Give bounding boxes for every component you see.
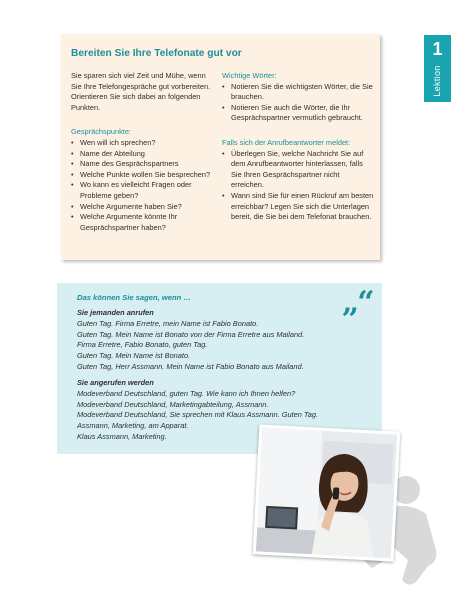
phrases-heading: Das können Sie sagen, wenn … [77,293,191,302]
list-item: • Welche Punkte wollen Sie besprechen? [71,170,211,181]
preparation-info-box [61,34,380,260]
list-item: • Name der Abteilung [71,149,211,160]
info-right-column [222,71,374,223]
woerter-list [222,82,374,124]
phrase-line: Guten Tag. Mein Name ist Bonato von der Firma Erretre aus Mailand. [77,329,305,339]
section-heading: Sie angerufen werden [77,378,154,387]
list-item: • Welche Argumente könnte Ihr Gesprächspartner haben? [71,212,211,233]
list-item: • Notieren Sie auch die Wörter, die Ihr Gesprächspartner vermutlich gebraucht. [222,103,374,124]
phrase-line: Modeverband Deutschland, guten Tag. Wie kann ich Ihnen helfen? [77,388,296,398]
phrase-line: Assmann, Marketing, am Apparat. [77,421,189,431]
phrase-line: Modeverband Deutschland, Marketingabteilung, Assmann. [77,399,269,409]
intro-text: Sie sparen sich viel Zeit und Mühe, wenn Sie Ihre Telefongespräche gut vorbereiten. Orientieren Sie sich dabei an folgenden Punkten. [71,71,211,112]
phrase-line: Firma Erretre, Fabio Bonato, guten Tag. [77,340,208,350]
list-item: • Wo kann es vielleicht Fragen oder Probleme geben? [71,180,211,201]
chapter-label: Lektion [432,65,442,97]
list-item: • Wann sind Sie für einen Rückruf am besten erreichbar? Legen Sie sich die Unterlagen bereit, die Sie bei dem Telefonat brauchen. [222,191,374,223]
photo-frame [253,424,401,561]
anrufbeantworter-heading: Falls sich der Anrufbeantworter meldet: [222,137,351,147]
anrufbeantworter-list [222,149,374,223]
phrase-line: Modeverband Deutschland, Sie sprechen mit Klaus Assmann. Guten Tag. [77,410,319,420]
chapter-number: 1 [432,39,443,59]
list-item: • Notieren Sie die wichtigsten Wörter, die Sie brauchen. [222,82,374,103]
gespraechspunkte-heading: Gesprächspunkte: [71,127,131,137]
quote-mark-icon: „“ [342,285,373,320]
phrase-line: Klaus Assmann, Marketing. [77,431,167,441]
list-item: • Name des Gesprächspartners [71,159,211,170]
woerter-heading: Wichtige Wörter: [222,71,277,80]
phrase-line: Guten Tag. Firma Erretre, mein Name ist Fabio Bonato. [77,318,259,328]
info-left-column [71,71,211,233]
section-anrufen [77,308,304,373]
gespraechspunkte-list [71,138,211,233]
list-item: • Überlegen Sie, welche Nachricht Sie auf dem Anrufbeantworter hinterlassen, falls Sie Ihren Gesprächspartner nicht erreichen. [222,149,374,191]
chapter-tab [424,35,451,102]
phrase-line: Guten Tag, Herr Assmann. Mein Name ist Fabio Bonato aus Mailand. [77,361,304,371]
woman-on-phone-photo [256,428,397,559]
list-item: • Wen will ich sprechen? [71,138,211,149]
section-heading: Sie jemanden anrufen [77,308,154,317]
phrase-line: Guten Tag. Mein Name ist Bonato. [77,351,191,361]
info-box-title: Bereiten Sie Ihre Telefonate gut vor [71,48,242,59]
list-item: • Welche Argumente haben Sie? [71,202,211,213]
